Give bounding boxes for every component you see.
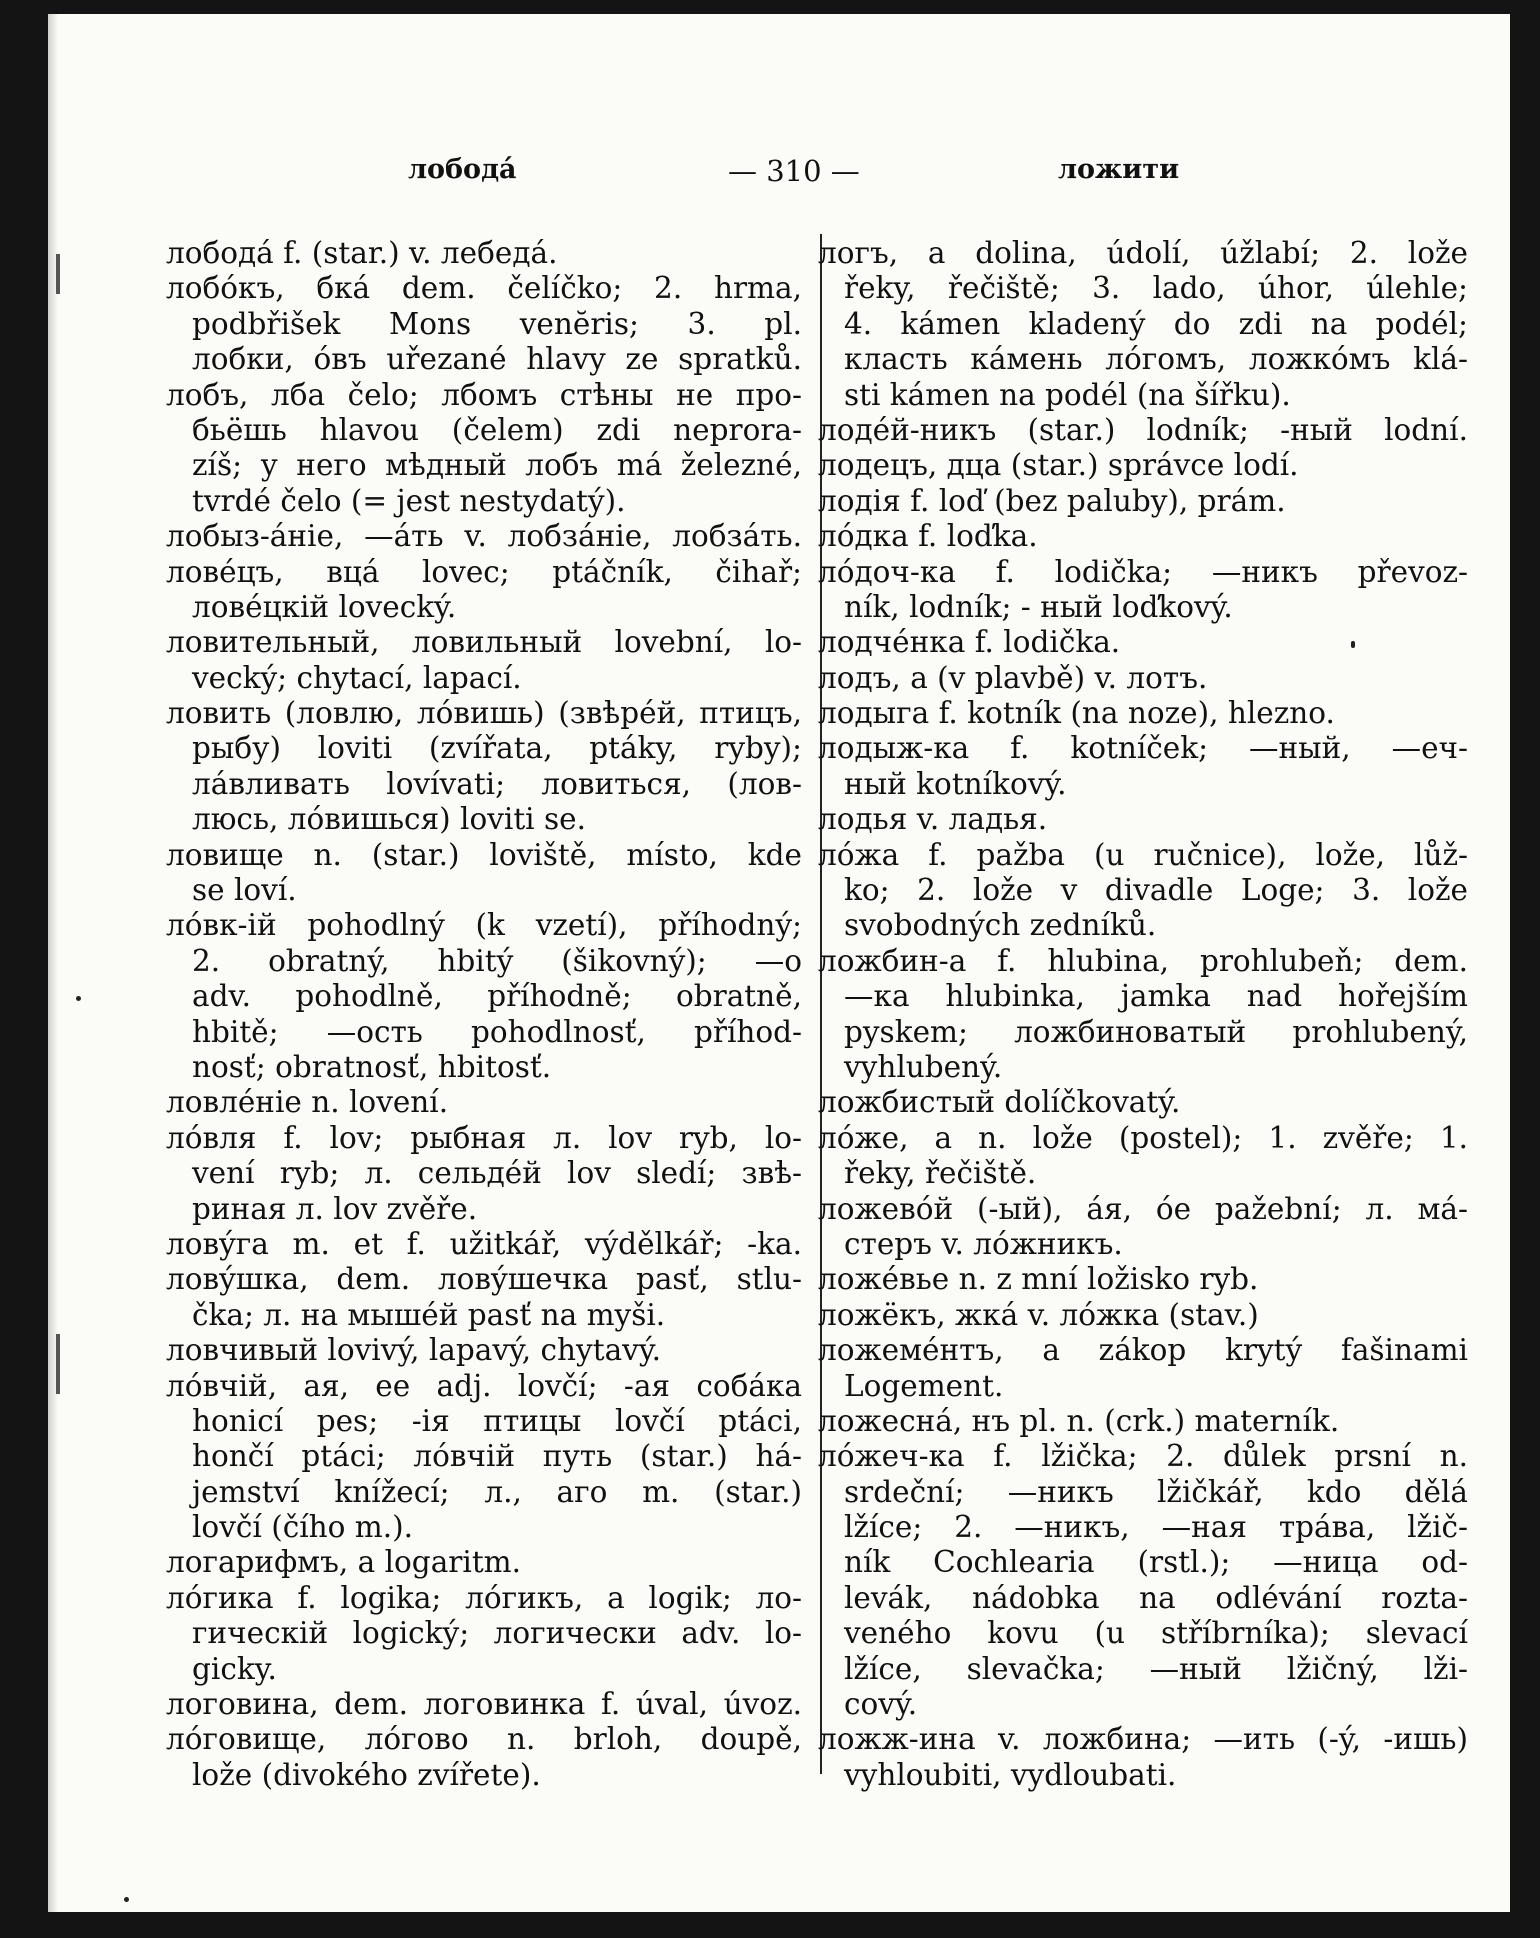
right-column bbox=[818, 236, 1468, 1793]
entry-line: лодыга f. kotník (na noze), hlezno. bbox=[818, 696, 1335, 731]
entry-line: řeky, řečiště. bbox=[844, 1156, 1037, 1191]
entry-line: —ка hlubinka, jamka nad hořejším bbox=[844, 979, 1468, 1014]
entry-line: лодéй-никъ (star.) lodník; -ный lodní. bbox=[818, 412, 1468, 447]
entry-line: se loví. bbox=[192, 873, 297, 908]
entry-line: 2. obratný, hbitý (šikovný); —o bbox=[192, 943, 802, 978]
entry-line: ложбистый dolíčkovatý. bbox=[818, 1085, 1181, 1120]
edge-mark bbox=[56, 254, 60, 294]
left-column bbox=[166, 236, 802, 1793]
entry-line: лодецъ, дца (star.) správce lodí. bbox=[818, 448, 1299, 483]
entry-line: ложж-ина v. ложбина; —ить (-ý, -ишь) bbox=[818, 1722, 1468, 1757]
entry-line: ложéвье n. z mní ložisko ryb. bbox=[818, 1262, 1259, 1297]
entry-line: 4. kámen kladený do zdi na podél; bbox=[844, 306, 1468, 341]
entry-line: zíš; у него мѣдный лобъ má železné, bbox=[192, 448, 802, 483]
entry-line: vecký; chytací, lapací. bbox=[192, 660, 522, 695]
entry-line: gicky. bbox=[192, 1651, 277, 1686]
entry-line: vyhlubený. bbox=[844, 1049, 1003, 1084]
page-number: — 310 — bbox=[728, 154, 860, 188]
running-header bbox=[48, 154, 1510, 194]
entry-line: ловище n. (star.) loviště, místo, kde bbox=[166, 837, 802, 872]
entry-line: vyhloubiti, vydloubati. bbox=[844, 1757, 1177, 1792]
entry-line: лóжа f. pažba (u ručnice), lože, lůž- bbox=[818, 837, 1468, 872]
entry-line: vení ryb; л. сельдéй lov sledí; звѣ- bbox=[192, 1156, 802, 1191]
entry-line: лóвчій, ая, ее adj. lovčí; -ая собáка bbox=[166, 1368, 802, 1403]
entry-line: лóже, a n. lože (postel); 1. zvěře; 1. bbox=[818, 1120, 1468, 1155]
entry-line: ník, lodník; - ный loďkový. bbox=[844, 589, 1233, 624]
entry-line: лободá f. (star.) v. лебедá. bbox=[166, 236, 558, 270]
entry-line: hončí ptáci; лóвчій путь (star.) há- bbox=[192, 1439, 802, 1474]
entry-line: srdeční; —никъ lžičkář, kdo dělá bbox=[844, 1474, 1468, 1509]
entry-line: honicí pes; -ія птицы lovčí ptáci, bbox=[192, 1403, 802, 1438]
entry-line: tvrdé čelo (= jest nestydatý). bbox=[192, 483, 626, 518]
entry-line: лóгика f. logika; лóгикъ, a logik; ло- bbox=[166, 1580, 802, 1615]
entry-line: лóвк-ій pohodlný (k vzetí), příhodný; bbox=[166, 908, 802, 943]
entry-line: pyskem; ложбиноватый prohlubený, bbox=[844, 1014, 1468, 1049]
entry-line: sti kámen na podél (na šířku). bbox=[844, 377, 1291, 412]
entry-line: ложбин-а f. hlubina, prohlubeň; dem. bbox=[818, 943, 1468, 978]
entry-line: ловýшка, dem. ловýшечка pasť, stlu- bbox=[166, 1262, 802, 1297]
entry-line: čka; л. на мышéй pasť na myši. bbox=[192, 1297, 666, 1332]
entry-line: стеръ v. лóжникъ. bbox=[844, 1226, 1123, 1261]
entry-line: ловительный, ловильный lovební, lo- bbox=[166, 625, 802, 660]
entry-line: риная л. lov zvěře. bbox=[192, 1191, 478, 1226]
entry-line: лодъ, a (v plavbě) v. лотъ. bbox=[818, 660, 1208, 695]
entry-line: лóдоч-ка f. lodička; —никъ převoz- bbox=[818, 554, 1468, 589]
entry-line: лóвля f. lov; рыбная л. lov ryb, lo- bbox=[166, 1120, 802, 1155]
entry-line: cový. bbox=[844, 1687, 918, 1722]
entry-line: lovčí (čího m.). bbox=[192, 1510, 414, 1545]
entry-line: ложевóй (-ый), áя, óе pažební; л. мá- bbox=[818, 1191, 1468, 1226]
entry-line: podbřišek Mons venĕris; 3. pl. bbox=[192, 306, 802, 341]
entry-line: лóдка f. loďka. bbox=[818, 519, 1038, 554]
print-speck bbox=[76, 996, 81, 1001]
entry-line: ловéцкій lovecký. bbox=[192, 589, 457, 624]
entry-line: лодія f. loď (bez paluby), prám. bbox=[818, 483, 1286, 518]
entry-line: лодья v. ладья. bbox=[818, 802, 1048, 837]
entry-line: ловить (ловлю, лóвишь) (звѣрéй, птицъ, bbox=[166, 696, 802, 731]
entry-line: lože (divokého zvířete). bbox=[192, 1757, 541, 1792]
header-right-word: ложити bbox=[1058, 154, 1180, 185]
entry-line: логарифмъ, а logaritm. bbox=[166, 1545, 522, 1580]
entry-line: лобыз-áніе, —áть v. лобзáніе, лобзáть. bbox=[166, 519, 802, 554]
entry-line: лóговище, лóгово n. brloh, doupě, bbox=[166, 1722, 802, 1757]
page-gutter-shadow bbox=[48, 14, 58, 1912]
entry-line: adv. pohodlně, příhodně; obratně, bbox=[192, 979, 802, 1014]
entry-line: jemství knížecí; л., аго m. (star.) bbox=[192, 1474, 802, 1509]
entry-line: Logement. bbox=[844, 1368, 1004, 1403]
entry-line: лодыж-ка f. kotníček; —ный, —еч- bbox=[818, 731, 1468, 766]
entry-line: řeky, řečiště; 3. lado, úhor, úlehle; bbox=[844, 271, 1468, 306]
entry-line: лóжеч-ка f. lžička; 2. důlek prsní n. bbox=[818, 1439, 1468, 1474]
entry-line: рыбу) loviti (zvířata, ptáky, ryby); bbox=[192, 731, 802, 766]
entry-line: ложёкъ, жкá v. лóжка (stav.) bbox=[818, 1297, 1259, 1332]
entry-line: ník Cochlearia (rstl.); —ница od- bbox=[844, 1545, 1468, 1580]
entry-line: лобъ, лба čelo; лбомъ стѣны не про- bbox=[166, 377, 802, 412]
entry-line: ный kotníkový. bbox=[844, 766, 1067, 801]
header-left-word: лободá bbox=[408, 154, 517, 185]
edge-mark bbox=[56, 1334, 60, 1394]
entry-line: класть кáмень лóгомъ, ложкóмъ klá- bbox=[844, 342, 1468, 377]
entry-line: лобóкъ, бкá dem. čelíčko; 2. hrma, bbox=[166, 271, 802, 306]
entry-line: ловлéніе n. lovení. bbox=[166, 1085, 449, 1120]
dictionary-page bbox=[48, 14, 1510, 1912]
entry-line: nosť; obratnosť, hbitosť. bbox=[192, 1049, 552, 1084]
entry-line: люсь, лóвишься) loviti se. bbox=[192, 802, 586, 837]
entry-line: ko; 2. lože v divadle Loge; 3. lože bbox=[844, 873, 1468, 908]
entry-line: лáвливать lovívati; ловиться, (лов- bbox=[192, 766, 802, 801]
entry-line: бьёшь hlavou (čelem) zdi neprora- bbox=[192, 412, 802, 447]
entry-line: лодчéнка f. lodička. bbox=[818, 625, 1121, 660]
entry-line: логъ, a dolina, údolí, úžlabí; 2. lože bbox=[818, 236, 1468, 270]
entry-line: лобки, óвъ uřezané hlavy ze spratků. bbox=[192, 342, 802, 377]
entry-line: lžíce; 2. —никъ, —ная трáва, lžič- bbox=[844, 1510, 1468, 1545]
entry-line: ловýга m. et f. užitkář, výdělkář; -ka. bbox=[166, 1226, 802, 1261]
entry-line: ложеснá, нъ pl. n. (crk.) materník. bbox=[818, 1403, 1340, 1438]
entry-line: levák, nádobka na odlévání rozta- bbox=[844, 1580, 1468, 1615]
entry-line: hbitě; —ость pohodlnosť, příhod- bbox=[192, 1014, 802, 1049]
entry-line: логовина, dem. логовинка f. úval, úvoz. bbox=[166, 1687, 802, 1722]
entry-line: veného kovu (u stříbrníka); slevací bbox=[844, 1616, 1468, 1651]
entry-line: гическій logický; логически adv. lo- bbox=[192, 1616, 802, 1651]
entry-line: ловéцъ, вцá lovec; ptáčník, čihař; bbox=[166, 554, 802, 589]
entry-line: ловчивый lovivý, lapavý, chytavý. bbox=[166, 1333, 661, 1368]
print-speck bbox=[124, 1897, 129, 1902]
entry-line: ложемéнтъ, a zákop krytý fašinami bbox=[818, 1333, 1468, 1368]
entry-line: svobodných zedníků. bbox=[844, 908, 1157, 943]
entry-line: lžíce, slevačka; —ный lžičný, lži- bbox=[844, 1651, 1468, 1686]
print-speck bbox=[1351, 641, 1355, 648]
